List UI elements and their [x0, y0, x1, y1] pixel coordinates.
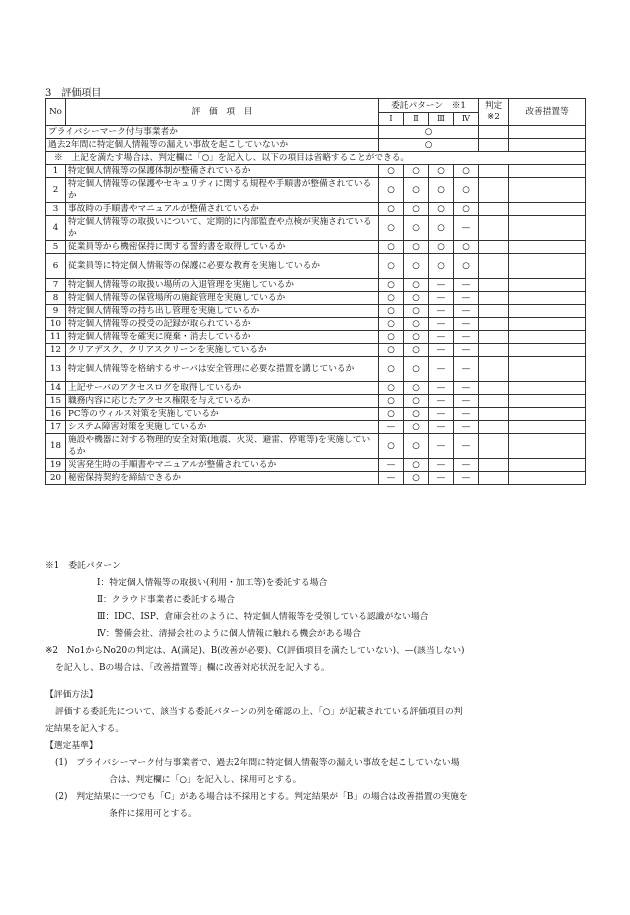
pattern-4-mark: ○ — [454, 178, 479, 203]
note-row-text: ※ 上記を満たす場合は、判定欄に「○」を記入し、以下の項目は省略することができる。 — [46, 152, 586, 165]
table-row — [46, 165, 586, 178]
section-title: 3 評価項目 — [45, 88, 102, 99]
pattern-4-mark: — — [454, 344, 479, 357]
row-number: 4 — [46, 216, 66, 241]
improve-cell[interactable] — [509, 344, 586, 357]
table-row — [46, 434, 586, 459]
judge-cell[interactable] — [479, 216, 509, 241]
judge-cell[interactable] — [479, 472, 509, 485]
judge-cell[interactable] — [479, 434, 509, 459]
pattern-2-mark: ○ — [404, 395, 429, 408]
row-item-text: 施設や機器に対する物理的安全対策(地震、火災、避雷、停電等)を実施しているか — [66, 434, 379, 459]
pattern-2-mark: ○ — [404, 434, 429, 459]
pattern-3-mark: ○ — [429, 165, 454, 178]
table-row — [46, 305, 586, 318]
pattern-1-mark: ○ — [379, 408, 404, 421]
judge-cell[interactable] — [479, 165, 509, 178]
pattern-1-mark: ○ — [379, 395, 404, 408]
header-pattern-4: Ⅳ — [454, 113, 479, 126]
pre-row-label: プライバシーマーク付与事業者か — [46, 126, 379, 139]
pattern-3-mark: ○ — [429, 203, 454, 216]
row-item-text: 特定個人情報等の保護やセキュリティに関する規程や手順書が整備されているか — [66, 178, 379, 203]
note1-pattern-1: Ⅰ：特定個人情報等の取扱い(利用・加工等)を委託する場合 — [97, 578, 328, 588]
table-row — [46, 241, 586, 254]
table-row — [46, 331, 586, 344]
pattern-2-mark: ○ — [404, 408, 429, 421]
pattern-4-mark: — — [454, 318, 479, 331]
criteria-1-line1: (1) プライバシーマーク付与事業者で、過去2年間に特定個人情報等の漏えい事故を起こしていない場 — [55, 758, 460, 768]
row-item-text: 事故時の手順書やマニュアルが整備されているか — [66, 203, 379, 216]
table-row — [46, 357, 586, 382]
pattern-1-mark: — — [379, 421, 404, 434]
method-line1: 評価する委託先について、該当する委託パターンの列を確認の上、「○」が記載されている評価項目の判 — [55, 707, 463, 717]
pattern-4-mark: ○ — [454, 165, 479, 178]
improve-cell[interactable] — [509, 434, 586, 459]
judge-cell[interactable] — [479, 331, 509, 344]
pattern-2-mark: ○ — [404, 421, 429, 434]
judge-cell[interactable] — [479, 241, 509, 254]
row-number: 14 — [46, 382, 66, 395]
improve-cell[interactable] — [509, 472, 586, 485]
pattern-3-mark: — — [429, 357, 454, 382]
improve-cell[interactable] — [509, 139, 586, 152]
pattern-1-mark: ○ — [379, 357, 404, 382]
table-row — [46, 408, 586, 421]
improve-cell[interactable] — [509, 395, 586, 408]
table-row — [46, 318, 586, 331]
pattern-2-mark: ○ — [404, 382, 429, 395]
criteria-2-line2: 条件に採用可とする。 — [109, 809, 197, 819]
criteria-1-line2: 合は、判定欄に「○」を記入し、採用可とする。 — [109, 775, 302, 785]
pre-row-no-leak — [46, 139, 586, 152]
improve-cell[interactable] — [509, 241, 586, 254]
header-item: 評 価 項 目 — [66, 99, 379, 126]
row-item-text: 特定個人情報等の保管場所の施錠管理を実施しているか — [66, 292, 379, 305]
note1-pattern-3: Ⅲ：IDC、ISP、倉庫会社のように、特定個人情報等を受領している認識がない場合 — [97, 612, 429, 622]
header-pattern-1: Ⅰ — [379, 113, 404, 126]
pattern-4-mark: — — [454, 408, 479, 421]
pattern-3-mark: — — [429, 305, 454, 318]
row-item-text: システム障害対策を実施しているか — [66, 421, 379, 434]
judge-cell[interactable] — [479, 126, 509, 139]
table-row — [46, 344, 586, 357]
row-number: 5 — [46, 241, 66, 254]
pattern-4-mark: — — [454, 331, 479, 344]
criteria-2-line1: (2) 判定結果に一つでも「C」がある場合は不採用とする。判定結果が「B」の場合は改善措置の実施を — [55, 792, 468, 802]
pattern-3-mark: ○ — [429, 241, 454, 254]
header-pattern-3: Ⅲ — [429, 113, 454, 126]
pattern-3-mark: — — [429, 318, 454, 331]
table-row — [46, 472, 586, 485]
pattern-3-mark: — — [429, 472, 454, 485]
pattern-1-mark: ○ — [379, 434, 404, 459]
header-pattern-2: Ⅱ — [404, 113, 429, 126]
row-number: 3 — [46, 203, 66, 216]
row-item-text: 特定個人情報等の取扱い場所の入退管理を実施しているか — [66, 279, 379, 292]
row-number: 9 — [46, 305, 66, 318]
row-number: 2 — [46, 178, 66, 203]
table-row — [46, 254, 586, 279]
header-judge-label: 判定 ※2 — [484, 101, 503, 122]
pre-row-pmark — [46, 126, 586, 139]
row-item-text: 従業員等から機密保持に関する誓約書を取得しているか — [66, 241, 379, 254]
improve-cell[interactable] — [509, 382, 586, 395]
row-item-text: 特定個人情報等を格納するサーバは安全管理に必要な措置を講じているか — [66, 357, 379, 382]
pattern-1-mark: ○ — [379, 254, 404, 279]
judge-cell[interactable] — [479, 357, 509, 382]
pattern-1-mark: ○ — [379, 165, 404, 178]
improve-cell[interactable] — [509, 203, 586, 216]
note1-title: ※1 委託パターン — [45, 561, 121, 571]
header-judge — [479, 99, 509, 126]
pattern-1-mark: ○ — [379, 318, 404, 331]
pattern-3-mark: — — [429, 395, 454, 408]
pattern-4-mark: ○ — [454, 203, 479, 216]
pattern-1-mark: — — [379, 472, 404, 485]
table-row — [46, 395, 586, 408]
pattern-1-mark: — — [379, 459, 404, 472]
pattern-4-mark: — — [454, 395, 479, 408]
pattern-1-mark: ○ — [379, 216, 404, 241]
evaluation-table — [45, 98, 586, 485]
row-number: 1 — [46, 165, 66, 178]
pattern-3-mark: — — [429, 434, 454, 459]
pattern-2-mark: ○ — [404, 203, 429, 216]
row-number: 11 — [46, 331, 66, 344]
pattern-3-mark: — — [429, 292, 454, 305]
pattern-1-mark: ○ — [379, 305, 404, 318]
judge-cell[interactable] — [479, 279, 509, 292]
judge-cell[interactable] — [479, 139, 509, 152]
improve-cell[interactable] — [509, 292, 586, 305]
pattern-4-mark: — — [454, 216, 479, 241]
judge-cell[interactable] — [479, 408, 509, 421]
pattern-2-mark: ○ — [404, 331, 429, 344]
pattern-1-mark: ○ — [379, 382, 404, 395]
note-row — [46, 152, 586, 165]
row-number: 12 — [46, 344, 66, 357]
method-line2: 定結果を記入する。 — [45, 724, 125, 734]
header-pattern: 委託パターン ※1 — [379, 99, 479, 113]
judge-cell[interactable] — [479, 292, 509, 305]
judge-cell[interactable] — [479, 459, 509, 472]
pattern-1-mark: ○ — [379, 241, 404, 254]
note2-line2: を記入し、Bの場合は、「改善措置等」欄に改善対応状況を記入する。 — [55, 663, 330, 673]
row-item-text: クリアデスク、クリアスクリーンを実施しているか — [66, 344, 379, 357]
pattern-1-mark: ○ — [379, 203, 404, 216]
pattern-2-mark: ○ — [404, 459, 429, 472]
row-item-text: 特定個人情報等を確実に廃棄・消去しているか — [66, 331, 379, 344]
pattern-2-mark: ○ — [404, 178, 429, 203]
pattern-1-mark: ○ — [379, 344, 404, 357]
judge-cell[interactable] — [479, 344, 509, 357]
pattern-2-mark: ○ — [404, 472, 429, 485]
pattern-4-mark: — — [454, 292, 479, 305]
row-item-text: 職務内容に応じたアクセス権限を与えているか — [66, 395, 379, 408]
pattern-4-mark: ○ — [454, 254, 479, 279]
pre-row-label: 過去2年間に特定個人情報等の漏えい事故を起こしていないか — [46, 139, 379, 152]
pattern-1-mark: ○ — [379, 331, 404, 344]
row-number: 6 — [46, 254, 66, 279]
row-item-text: PC等のウィルス対策を実施しているか — [66, 408, 379, 421]
note2-line1: ※2 No1からNo20の判定は、A(満足)、B(改善が必要)、C(評価項目を満たしていない)、—(該当しない) — [45, 646, 465, 656]
improve-cell[interactable] — [509, 408, 586, 421]
row-number: 13 — [46, 357, 66, 382]
note1-pattern-4: Ⅳ：警備会社、清掃会社のように個人情報に触れる機会がある場合 — [97, 629, 361, 639]
row-item-text: 特定個人情報等の保護体制が整備されているか — [66, 165, 379, 178]
row-number: 15 — [46, 395, 66, 408]
improve-cell[interactable] — [509, 165, 586, 178]
pattern-3-mark: — — [429, 421, 454, 434]
row-item-text: 災害発生時の手順書やマニュアルが整備されているか — [66, 459, 379, 472]
table-row — [46, 216, 586, 241]
judge-cell[interactable] — [479, 395, 509, 408]
judge-cell[interactable] — [479, 203, 509, 216]
table-row — [46, 178, 586, 203]
row-item-text: 特定個人情報等の授受の記録が取られているか — [66, 318, 379, 331]
row-number: 10 — [46, 318, 66, 331]
pattern-2-mark: ○ — [404, 279, 429, 292]
pattern-4-mark: — — [454, 459, 479, 472]
judge-cell[interactable] — [479, 305, 509, 318]
row-item-text: 秘密保持契約を締結できるか — [66, 472, 379, 485]
table-row — [46, 279, 586, 292]
pattern-4-mark: — — [454, 434, 479, 459]
pattern-4-mark: — — [454, 421, 479, 434]
pattern-3-mark: — — [429, 331, 454, 344]
pre-row-mark: ○ — [379, 126, 479, 139]
improve-cell[interactable] — [509, 459, 586, 472]
pattern-2-mark: ○ — [404, 357, 429, 382]
improve-cell[interactable] — [509, 318, 586, 331]
pattern-3-mark: — — [429, 279, 454, 292]
row-item-text: 特定個人情報等の取扱いについて、定期的に内部監査や点検が実施されているか — [66, 216, 379, 241]
row-number: 16 — [46, 408, 66, 421]
improve-cell[interactable] — [509, 421, 586, 434]
pattern-2-mark: ○ — [404, 165, 429, 178]
row-item-text: 上記サーバのアクセスログを取得しているか — [66, 382, 379, 395]
pattern-3-mark: — — [429, 344, 454, 357]
table-row — [46, 459, 586, 472]
pattern-2-mark: ○ — [404, 344, 429, 357]
judge-cell[interactable] — [479, 421, 509, 434]
improve-cell[interactable] — [509, 279, 586, 292]
footnotes — [45, 558, 590, 677]
row-number: 19 — [46, 459, 66, 472]
judge-cell[interactable] — [479, 178, 509, 203]
method-heading: 【評価方法】 — [45, 690, 98, 700]
pattern-3-mark: — — [429, 408, 454, 421]
pattern-4-mark: — — [454, 279, 479, 292]
improve-cell[interactable] — [509, 254, 586, 279]
pattern-4-mark: ○ — [454, 241, 479, 254]
pattern-2-mark: ○ — [404, 254, 429, 279]
pattern-4-mark: — — [454, 357, 479, 382]
table-row — [46, 421, 586, 434]
evaluation-method — [45, 687, 590, 823]
note1-pattern-2: Ⅱ：クラウド事業者に委託する場合 — [97, 595, 235, 605]
header-improve: 改善措置等 — [509, 99, 586, 126]
criteria-heading: 【選定基準】 — [45, 741, 98, 751]
pattern-3-mark: ○ — [429, 216, 454, 241]
judge-cell[interactable] — [479, 254, 509, 279]
pattern-2-mark: ○ — [404, 318, 429, 331]
improve-cell[interactable] — [509, 331, 586, 344]
pattern-3-mark: ○ — [429, 254, 454, 279]
pattern-3-mark: — — [429, 459, 454, 472]
pattern-3-mark: ○ — [429, 178, 454, 203]
table-row — [46, 382, 586, 395]
table-row — [46, 292, 586, 305]
header-no: No — [46, 99, 66, 126]
improve-cell[interactable] — [509, 216, 586, 241]
pattern-1-mark: ○ — [379, 178, 404, 203]
improve-cell[interactable] — [509, 126, 586, 139]
row-number: 20 — [46, 472, 66, 485]
judge-cell[interactable] — [479, 318, 509, 331]
pattern-1-mark: ○ — [379, 292, 404, 305]
pattern-4-mark: — — [454, 382, 479, 395]
row-number: 17 — [46, 421, 66, 434]
table-row — [46, 203, 586, 216]
row-item-text: 特定個人情報等の持ち出し管理を実施しているか — [66, 305, 379, 318]
pattern-4-mark: — — [454, 305, 479, 318]
improve-cell[interactable] — [509, 178, 586, 203]
pattern-2-mark: ○ — [404, 216, 429, 241]
row-number: 8 — [46, 292, 66, 305]
pattern-2-mark: ○ — [404, 292, 429, 305]
row-item-text: 従業員等に特定個人情報等の保護に必要な教育を実施しているか — [66, 254, 379, 279]
pattern-1-mark: ○ — [379, 279, 404, 292]
pattern-2-mark: ○ — [404, 305, 429, 318]
improve-cell[interactable] — [509, 305, 586, 318]
pattern-2-mark: ○ — [404, 241, 429, 254]
pre-row-mark: ○ — [379, 139, 479, 152]
row-number: 7 — [46, 279, 66, 292]
judge-cell[interactable] — [479, 382, 509, 395]
improve-cell[interactable] — [509, 357, 586, 382]
pattern-3-mark: — — [429, 382, 454, 395]
pattern-4-mark: — — [454, 472, 479, 485]
row-number: 18 — [46, 434, 66, 459]
